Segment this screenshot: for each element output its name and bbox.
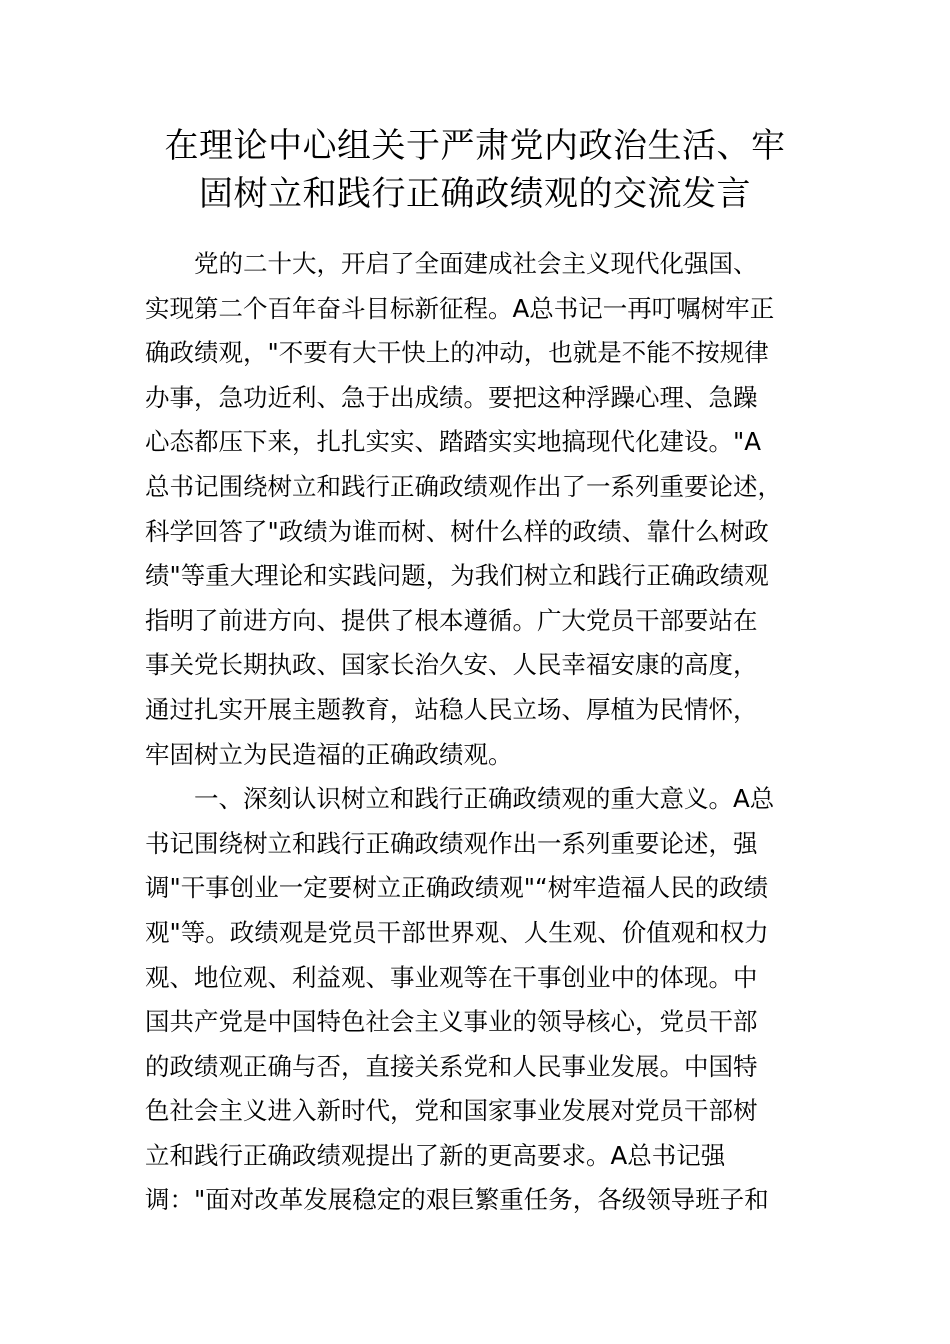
text-line: 确政绩观，"不要有大干快上的冲动，也就是不能不按规律 bbox=[145, 338, 769, 368]
paragraph-intro bbox=[145, 242, 807, 777]
text-line: 事关党长期执政、国家长治久安、人民幸福安康的高度， bbox=[145, 650, 758, 680]
text-line: 观"等。政绩观是党员干部世界观、人生观、价值观和权力 bbox=[145, 917, 769, 947]
paragraph-section-one bbox=[145, 777, 807, 1223]
title-line: 固树立和践行正确政绩观的交流发言 bbox=[199, 174, 751, 214]
document-title bbox=[120, 122, 830, 218]
text-line: 的政绩观正确与否，直接关系党和人民事业发展。中国特 bbox=[145, 1051, 758, 1081]
text-line: 办事，急功近利、急于出成绩。要把这种浮躁心理、急躁 bbox=[145, 382, 758, 412]
text-line: 通过扎实开展主题教育，站稳人民立场、厚植为民情怀， bbox=[145, 694, 758, 724]
text-line: 指明了前进方向、提供了根本遵循。广大党员干部要站在 bbox=[145, 605, 758, 635]
document-body bbox=[145, 242, 807, 1223]
text-line: 总书记围绕树立和践行正确政绩观作出了一系列重要论述， bbox=[145, 471, 782, 501]
text-line: 调："面对改革发展稳定的艰巨繁重任务，各级领导班子和 bbox=[145, 1185, 769, 1215]
text-line: 党的二十大，开启了全面建成社会主义现代化强国、 bbox=[194, 249, 758, 278]
text-line: 一、深刻认识树立和践行正确政绩观的重大意义。A总 bbox=[194, 784, 775, 814]
title-line: 在理论中心组关于严肃党内政治生活、牢 bbox=[164, 126, 786, 166]
text-line: 书记围绕树立和践行正确政绩观作出一系列重要论述，强 bbox=[145, 828, 758, 858]
text-line: 心态都压下来，扎扎实实、踏踏实实地搞现代化建设。"A bbox=[145, 427, 762, 457]
text-line: 色社会主义进入新时代，党和国家事业发展对党员干部树 bbox=[145, 1096, 758, 1126]
text-line: 国共产党是中国特色社会主义事业的领导核心，党员干部 bbox=[145, 1007, 758, 1037]
text-line: 调"干事创业一定要树立正确政绩观"“树牢造福人民的政绩 bbox=[145, 873, 769, 903]
text-line: 观、地位观、利益观、事业观等在干事创业中的体现。中 bbox=[145, 962, 758, 992]
text-line: 牢固树立为民造福的正确政绩观。 bbox=[145, 739, 513, 769]
text-line: 绩"等重大理论和实践问题，为我们树立和践行正确政绩观 bbox=[145, 561, 769, 591]
text-line: 立和践行正确政绩观提出了新的更高要求。A总书记强 bbox=[145, 1140, 726, 1170]
text-line: 科学回答了"政绩为谁而树、树什么样的政绩、靠什么树政 bbox=[145, 516, 769, 546]
text-line: 实现第二个百年奋斗目标新征程。A总书记一再叮嘱树牢正 bbox=[145, 293, 775, 323]
